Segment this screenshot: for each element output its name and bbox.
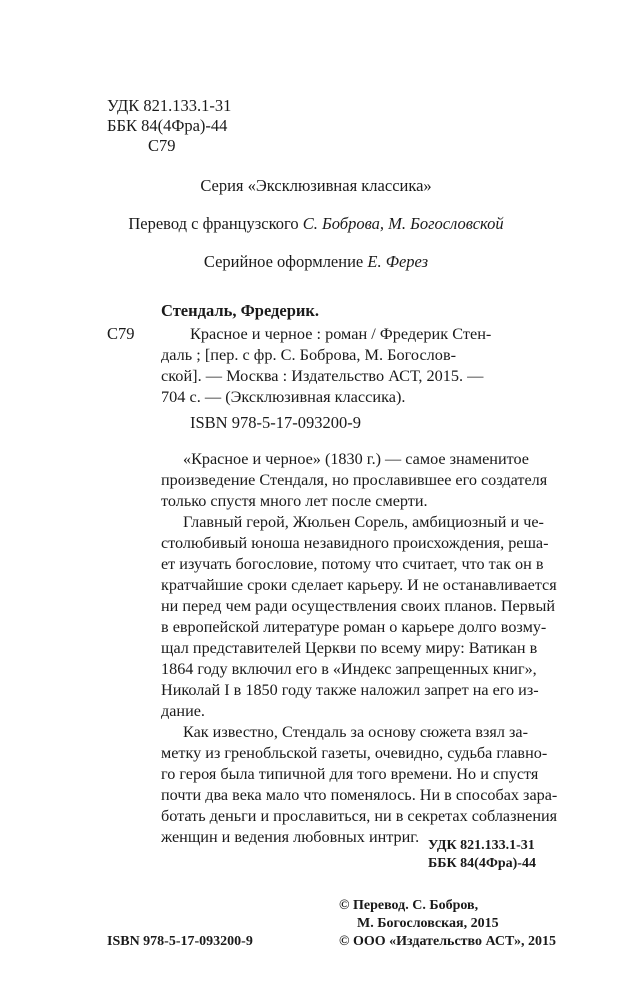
catalog-isbn: ISBN 978-5-17-093200-9 (190, 413, 361, 432)
annotation-line: Главный герой, Жюльен Сорель, амбициозный и че- (183, 513, 544, 531)
annotation (161, 449, 561, 848)
annotation-line: го героя была типичной для того времени. Но и спустя (161, 765, 539, 783)
annotation-line: произведение Стендаля, но прославившее его создателя (161, 471, 548, 489)
annotation-line: ет изучать богословие, потому что считает, что так он в (161, 555, 544, 573)
annotation-line: женщин и ведения любовных интриг. (161, 828, 420, 846)
annotation-line: кратчайшие сроки сделает карьеру. И не останавливается (161, 576, 557, 594)
annotation-line: в европейской литературе роман о карьере долго возму- (161, 618, 547, 636)
catalog-line: ской]. — Москва : Издательство АСТ, 2015. — (161, 366, 484, 385)
series-line: Серия «Эксклюзивная классика» (200, 176, 432, 195)
catalog-line: 704 с. — (Эксклюзивная классика). (161, 387, 406, 406)
catalog-description (161, 323, 550, 407)
copyright-3: © ООО «Издательство АСТ», 2015 (339, 934, 557, 949)
udk-footer: УДК 821.133.1-31 (428, 838, 535, 853)
copyright-1: © Перевод. С. Бобров, (339, 898, 479, 913)
bbk-footer: ББК 84(4Фра)-44 (428, 856, 536, 871)
annotation-line: Николай I в 1850 году также наложил запрет на его из- (161, 681, 539, 699)
catalog-sign: С79 (107, 324, 135, 343)
translation-line (0, 214, 632, 234)
annotation-line: щал представителей Церкви по всему миру: Ватикан в (161, 639, 538, 657)
annotation-line: почти два века мало что поменялось. Ни в способах зара- (161, 786, 558, 804)
annotation-line: только спустя много лет после смерти. (161, 492, 428, 510)
isbn-bottom: ISBN 978-5-17-093200-9 (107, 934, 253, 949)
annotation-line: Как известно, Стендаль за основу сюжета взял за- (183, 723, 528, 741)
design-line (0, 252, 632, 272)
udk-top: УДК 821.133.1-31 (107, 96, 232, 115)
designer: Е. Ферез (367, 252, 429, 271)
translation-prefix: Перевод с французского (128, 214, 299, 233)
annotation-line: дание. (161, 702, 205, 720)
annotation-line: столюбивый юноша незавидного происхождения, реша- (161, 534, 549, 552)
copyright-2: М. Богословская, 2015 (357, 916, 499, 931)
author-sign-top: С79 (148, 136, 176, 155)
annotation-line: «Красное и черное» (1830 г.) — самое знаменитое (183, 450, 529, 468)
bbk-top: ББК 84(4Фра)-44 (107, 116, 228, 135)
annotation-line: метку из гренобльской газеты, очевидно, судьба главно- (161, 744, 548, 762)
catalog-line: даль ; [пер. с фр. С. Боброва, М. Богослов- (161, 345, 457, 364)
annotation-line: 1864 году включил его в «Индекс запрещенных книг», (161, 660, 537, 678)
author-heading: Стендаль, Фредерик. (161, 301, 320, 320)
translators: С. Боброва, М. Богословской (302, 214, 504, 233)
catalog-line: Красное и черное : роман / Фредерик Стен- (190, 324, 492, 343)
annotation-line: ботать деньги и прославиться, ни в секретах соблазнения (161, 807, 558, 825)
design-prefix: Серийное оформление (203, 252, 364, 271)
annotation-line: ни перед чем ради осуществления своих планов. Первый (161, 597, 555, 615)
